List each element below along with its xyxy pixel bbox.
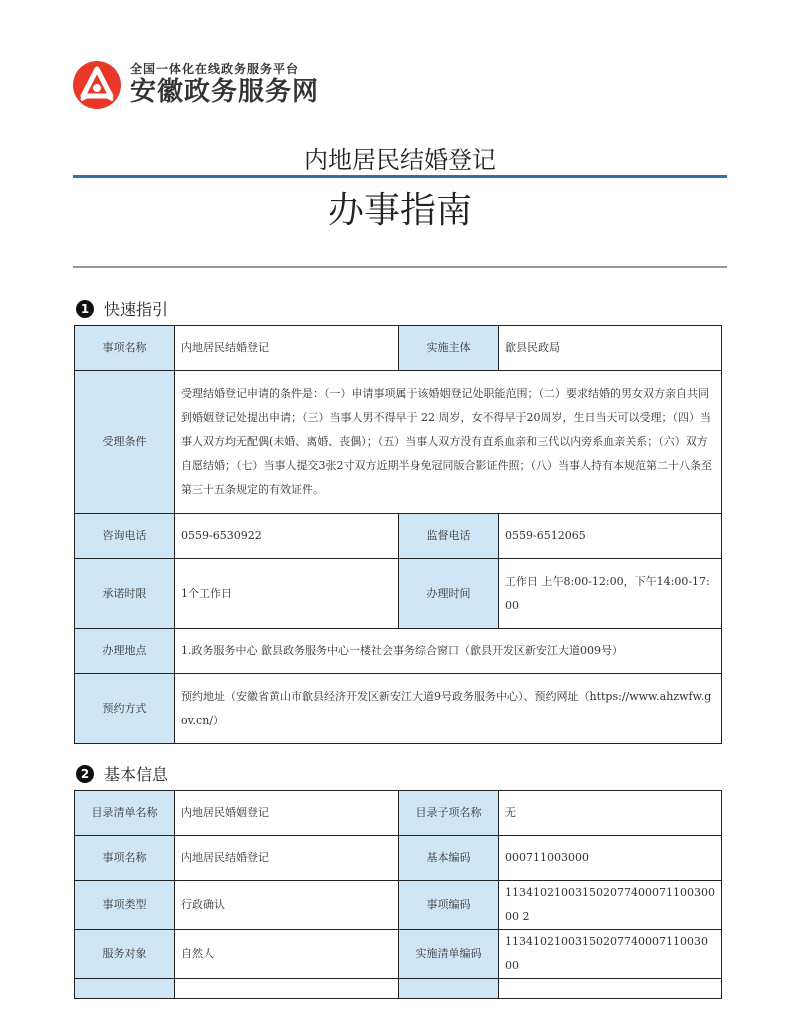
item-type-label: 事项类型 [75, 881, 175, 930]
table-cell [499, 979, 722, 999]
quick-guide-heading [76, 297, 168, 320]
sub-catalog-label: 目录子项名称 [399, 791, 499, 836]
section-title: 快速指引 [104, 300, 169, 319]
guide-title: 办事指南 [327, 190, 472, 231]
phone-label: 咨询电话 [75, 514, 175, 559]
logo-title: 安徽政务服务网 [130, 77, 320, 107]
document-title: 内地居民结婚登记 [304, 146, 496, 174]
table-row [75, 371, 722, 514]
item-name-label: 事项名称 [75, 836, 175, 881]
table-row [75, 881, 722, 930]
location-label: 办理地点 [75, 629, 175, 674]
table-row [75, 674, 722, 744]
section-number-badge: 2 [76, 765, 94, 783]
item-code-label: 事项编码 [399, 881, 499, 930]
table-row [75, 326, 722, 371]
table-row [75, 979, 722, 999]
authority-label: 实施主体 [399, 326, 499, 371]
time-limit-value: 1个工作日 [175, 559, 399, 629]
table-row [75, 629, 722, 674]
item-type-value: 行政确认 [175, 881, 399, 930]
table-row [75, 514, 722, 559]
table-row [75, 930, 722, 979]
supervise-phone-value[interactable]: 0559-6512065 [499, 514, 722, 559]
conditions-label: 受理条件 [75, 371, 175, 514]
target-value: 自然人 [175, 930, 399, 979]
phone-value[interactable]: 0559-6530922 [175, 514, 399, 559]
basic-info-table [74, 790, 722, 999]
catalog-label: 目录清单名称 [75, 791, 175, 836]
supervise-phone-label: 监督电话 [399, 514, 499, 559]
sub-catalog-value: 无 [499, 791, 722, 836]
impl-code-label: 实施清单编码 [399, 930, 499, 979]
section-divider [73, 266, 727, 268]
basic-code-value: 000711003000 [499, 836, 722, 881]
catalog-value: 内地居民婚姻登记 [175, 791, 399, 836]
section-number-badge: 1 [76, 300, 94, 318]
table-cell [75, 979, 175, 999]
impl-code-value: 11341021003150207740007110030 00 [499, 930, 722, 979]
logo-subtitle: 全国一体化在线政务服务平台 [130, 62, 300, 76]
hours-label: 办理时间 [399, 559, 499, 629]
conditions-value: 受理结婚登记申请的条件是：（一）申请事项属于该婚姻登记处职能范围；（二）要求结婚的男女双方亲自共同到婚姻登记处提出申请；（三）当事人男不得早于 22 周岁，女不得早于20周岁，生日当天可以受理；（四）当事人双方均无配偶(未婚、离婚、丧偶）；（五）当事人双方没有直系血亲和三代以内旁系血亲关系；（六）双方自愿结婚；（七）当事人提交3张2寸双方近期半身免冠同版合影证件照；（八）当事人持有本规范第二十八条至第三十五条规定的有效证件。 [175, 371, 722, 514]
section-title: 基本信息 [104, 765, 169, 784]
title-divider [73, 175, 727, 178]
table-cell [399, 979, 499, 999]
table-row [75, 559, 722, 629]
appointment-label: 预约方式 [75, 674, 175, 744]
item-name-value: 内地居民结婚登记 [175, 836, 399, 881]
item-name-label: 事项名称 [75, 326, 175, 371]
authority-value: 歙县民政局 [499, 326, 722, 371]
quick-guide-table [74, 325, 722, 744]
basic-code-label: 基本编码 [399, 836, 499, 881]
logo-mark-icon [72, 60, 122, 110]
table-row [75, 836, 722, 881]
item-name-value: 内地居民结婚登记 [175, 326, 399, 371]
table-row [75, 791, 722, 836]
basic-info-heading [76, 762, 168, 785]
table-cell [175, 979, 399, 999]
hours-value: 工作日 上午8:00-12:00，下午14:00-17:00 [499, 559, 722, 629]
appointment-value[interactable]: 预约地址（安徽省黄山市歙县经济开发区新安江大道9号政务服务中心）、预约网址（https://www.ahzwfw.gov.cn/） [175, 674, 722, 744]
item-code-value: 11341021003150207740007110030000 2 [499, 881, 722, 930]
site-logo[interactable] [72, 60, 319, 110]
target-label: 服务对象 [75, 930, 175, 979]
location-value: 1.政务服务中心 歙县政务服务中心一楼社会事务综合窗口（歙县开发区新安江大道009号） [175, 629, 722, 674]
time-limit-label: 承诺时限 [75, 559, 175, 629]
